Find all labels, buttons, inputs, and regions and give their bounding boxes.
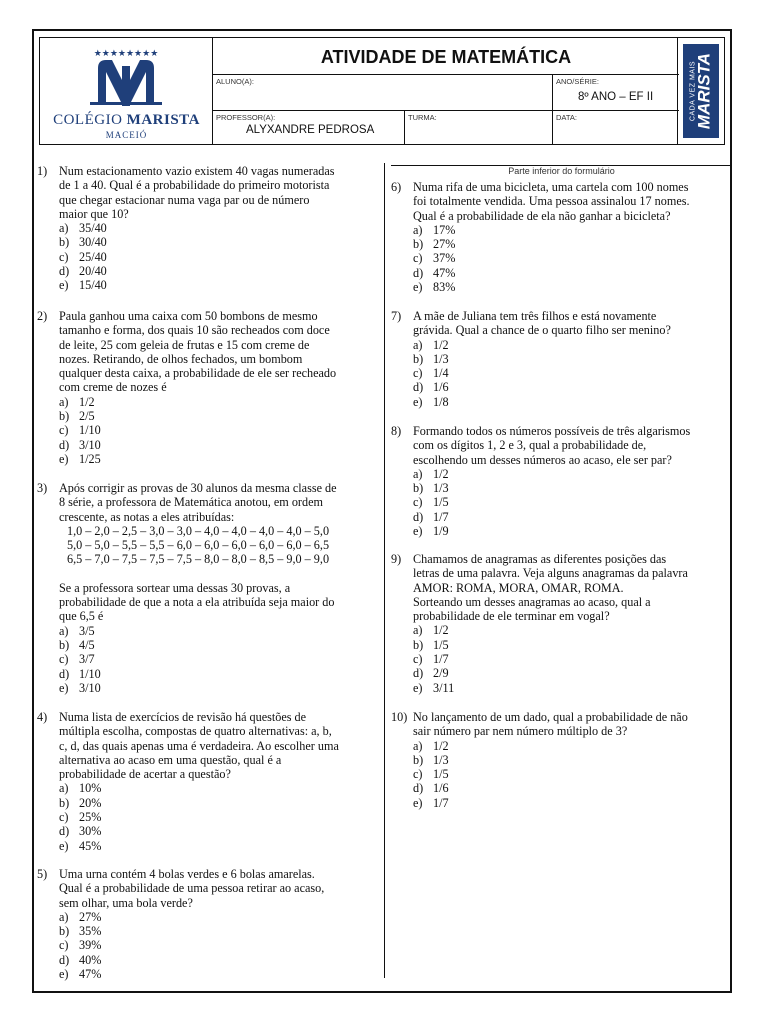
answer-option[interactable] xyxy=(391,338,731,352)
question-text xyxy=(59,867,375,910)
option-letter: e) xyxy=(413,394,423,409)
question-line: Chamamos de anagramas as diferentes posições das xyxy=(413,552,667,566)
form-note: Parte inferior do formulário xyxy=(508,166,615,176)
option-value: 25/40 xyxy=(79,249,107,264)
teacher-label: PROFESSOR(A): xyxy=(216,113,276,122)
question-line: Sorteando um desses anagramas ao acaso, qual a xyxy=(413,594,651,609)
question-text xyxy=(413,710,731,739)
answer-option[interactable] xyxy=(37,681,375,695)
answer-option[interactable] xyxy=(391,495,731,509)
option-letter: d) xyxy=(59,824,70,839)
option-value: 83% xyxy=(433,280,456,295)
option-letter: b) xyxy=(413,481,424,496)
answer-option[interactable] xyxy=(37,221,375,235)
question-line: de leite, 25 com geleia de frutas e 15 com creme de xyxy=(59,337,310,352)
answer-option[interactable] xyxy=(37,910,375,924)
class-field[interactable] xyxy=(405,111,553,144)
question-line: qualquer desta caixa, a probabilidade de ele ser recheado xyxy=(59,366,337,381)
option-value: 39% xyxy=(79,938,102,953)
question-line: Num estacionamento vazio existem 40 vagas numeradas xyxy=(59,164,335,178)
option-letter: d) xyxy=(59,666,70,681)
option-letter: b) xyxy=(59,637,70,652)
option-value: 3/5 xyxy=(79,623,95,638)
option-letter: c) xyxy=(413,366,423,381)
option-letter: b) xyxy=(413,637,424,652)
answer-option[interactable] xyxy=(391,623,731,637)
question-line: foi totalmente vendida. Uma pessoa assinalou 17 nomes. xyxy=(413,194,690,209)
question-header xyxy=(37,481,375,524)
option-letter: c) xyxy=(59,652,69,667)
option-letter: c) xyxy=(59,810,69,825)
option-value: 4/5 xyxy=(79,637,95,652)
option-value: 1/7 xyxy=(433,652,449,667)
grade-list-line: 6,5 – 7,0 – 7,5 – 7,5 – 7,5 – 8,0 – 8,0 – 8,5 – 9,0 – 9,0 xyxy=(67,552,330,567)
answer-option[interactable] xyxy=(391,467,731,481)
option-value: 3/10 xyxy=(79,437,101,452)
question-7 xyxy=(391,309,731,409)
answer-option[interactable] xyxy=(37,824,375,838)
option-value: 35% xyxy=(79,924,102,939)
question-8 xyxy=(391,424,731,538)
question-text xyxy=(413,552,731,623)
option-value: 17% xyxy=(433,222,456,237)
option-value: 1/8 xyxy=(433,394,449,409)
student-field[interactable] xyxy=(213,75,553,110)
answer-option[interactable] xyxy=(391,395,731,409)
answer-option[interactable] xyxy=(391,481,731,495)
question-line: AMOR: ROMA, MORA, OMAR, ROMA. xyxy=(413,580,624,595)
question-text xyxy=(59,710,375,781)
option-letter: a) xyxy=(413,738,423,753)
option-letter: a) xyxy=(59,623,69,638)
question-header xyxy=(37,867,375,910)
question-line: escolhendo um desses números ao acaso, ele ser par? xyxy=(413,452,672,467)
question-text xyxy=(413,309,731,338)
question-number: 10) xyxy=(391,710,408,724)
question-line: crescente, as notas a eles atribuídas: xyxy=(59,509,235,524)
option-value: 1/4 xyxy=(433,366,449,381)
option-value: 47% xyxy=(433,265,456,280)
option-value: 3/10 xyxy=(79,680,101,695)
option-letter: c) xyxy=(59,249,69,264)
option-value: 1/5 xyxy=(433,767,449,782)
student-label: ALUNO(A): xyxy=(216,77,254,86)
option-letter: c) xyxy=(413,767,423,782)
option-value: 30% xyxy=(79,824,102,839)
answer-option[interactable] xyxy=(391,266,731,280)
question-header xyxy=(37,164,375,221)
option-value: 2/5 xyxy=(79,409,95,424)
page-title: ATIVIDADE DE MATEMÁTICA xyxy=(213,38,679,75)
answer-option[interactable] xyxy=(391,796,731,810)
question-text xyxy=(59,309,375,395)
marista-badge xyxy=(677,38,724,144)
option-value: 1/2 xyxy=(433,337,449,352)
option-value: 1/2 xyxy=(433,623,449,638)
answer-option[interactable] xyxy=(391,524,731,538)
question-4 xyxy=(37,710,375,853)
question-line: alternativa ao acaso em uma questão, qual é a xyxy=(59,752,282,767)
question-line: Paula ganhou uma caixa com 50 bombons de mesmo xyxy=(59,309,318,323)
question-header xyxy=(391,424,731,467)
question-number: 2) xyxy=(37,309,48,323)
answer-option[interactable] xyxy=(391,781,731,795)
question-number: 8) xyxy=(391,424,402,438)
question-line: sair número par nem número múltiplo de 3? xyxy=(413,724,628,739)
question-line: Numa lista de exercícios de revisão há questões de xyxy=(59,710,307,724)
question-line: Numa rifa de uma bicicleta, uma cartela com 100 nomes xyxy=(413,180,689,194)
marist-crest-icon xyxy=(40,38,213,118)
question-line: No lançamento de um dado, qual a probabilidade de não xyxy=(413,710,688,724)
question-indent xyxy=(37,581,59,624)
option-value: 3/7 xyxy=(79,652,95,667)
answer-option[interactable] xyxy=(37,938,375,952)
question-line: probabilidade de que a nota a ela atribuída seja maior do xyxy=(59,595,335,610)
option-value: 45% xyxy=(79,838,102,853)
option-value: 1/3 xyxy=(433,752,449,767)
badge-brand: MARISTA xyxy=(694,52,714,130)
option-value: 1/7 xyxy=(433,509,449,524)
school-logo xyxy=(40,38,213,144)
answer-option[interactable] xyxy=(37,235,375,249)
answer-option[interactable] xyxy=(391,237,731,251)
column-divider xyxy=(384,163,385,978)
answer-option[interactable] xyxy=(391,739,731,753)
question-header xyxy=(391,309,731,338)
option-value: 1/7 xyxy=(433,795,449,810)
option-value: 20% xyxy=(79,795,102,810)
option-value: 25% xyxy=(79,810,102,825)
teacher-field xyxy=(213,111,405,144)
option-letter: e) xyxy=(59,680,69,695)
answer-option[interactable] xyxy=(391,652,731,666)
option-value: 30/40 xyxy=(79,235,107,250)
answer-option[interactable] xyxy=(37,624,375,638)
question-number: 3) xyxy=(37,481,48,495)
question-6 xyxy=(391,180,731,294)
question-line: Se a professora sortear uma dessas 30 provas, a xyxy=(59,580,291,595)
answer-option[interactable] xyxy=(391,767,731,781)
answer-option[interactable] xyxy=(37,278,375,292)
option-value: 1/9 xyxy=(433,524,449,539)
option-letter: e) xyxy=(59,451,69,466)
answer-option[interactable] xyxy=(391,223,731,237)
option-letter: e) xyxy=(413,280,423,295)
option-letter: d) xyxy=(59,952,70,967)
question-line: Qual é a probabilidade de ela não ganhar a bicicleta? xyxy=(413,208,671,223)
question-line: c, d, das quais apenas uma é verdadeira. Ao escolher uma xyxy=(59,738,339,753)
option-value: 1/3 xyxy=(433,351,449,366)
question-3 xyxy=(37,481,375,695)
option-letter: d) xyxy=(413,509,424,524)
option-letter: d) xyxy=(413,666,424,681)
option-letter: a) xyxy=(413,337,423,352)
answer-option[interactable] xyxy=(391,352,731,366)
header-table xyxy=(39,37,725,145)
date-field[interactable] xyxy=(553,111,679,144)
option-letter: b) xyxy=(59,235,70,250)
option-letter: e) xyxy=(59,838,69,853)
question-number: 4) xyxy=(37,710,48,724)
question-line: Qual é a probabilidade de uma pessoa retirar ao acaso, xyxy=(59,881,325,896)
option-letter: b) xyxy=(59,409,70,424)
option-value: 1/5 xyxy=(433,495,449,510)
answer-option[interactable] xyxy=(37,652,375,666)
option-value: 1/25 xyxy=(79,451,101,466)
answer-option[interactable] xyxy=(37,667,375,681)
option-letter: c) xyxy=(413,652,423,667)
question-10 xyxy=(391,710,731,810)
option-letter: a) xyxy=(59,909,69,924)
answer-option[interactable] xyxy=(391,280,731,294)
option-value: 27% xyxy=(79,909,102,924)
option-letter: d) xyxy=(413,380,424,395)
question-line: sem olhar, uma bola verde? xyxy=(59,895,193,910)
option-letter: b) xyxy=(413,237,424,252)
teacher-row xyxy=(213,111,679,144)
question-line: múltipla escolha, compostas de quatro alternativas: a, b, xyxy=(59,724,332,739)
option-value: 1/10 xyxy=(79,666,101,681)
option-value: 40% xyxy=(79,952,102,967)
option-letter: a) xyxy=(59,781,69,796)
question-number: 1) xyxy=(37,164,48,178)
question-2 xyxy=(37,309,375,466)
question-header xyxy=(391,710,731,739)
question-5 xyxy=(37,867,375,981)
option-letter: c) xyxy=(59,938,69,953)
answer-option[interactable] xyxy=(391,366,731,380)
question-line: Após corrigir as provas de 30 alunos da mesma classe de xyxy=(59,481,337,495)
question-line: com os dígitos 1, 2 e 3, qual a probabilidade de, xyxy=(413,438,647,453)
question-text xyxy=(413,424,731,467)
answer-option[interactable] xyxy=(391,251,731,265)
option-value: 1/3 xyxy=(433,481,449,496)
question-header xyxy=(391,552,731,623)
option-letter: d) xyxy=(59,264,70,279)
question-header-continued xyxy=(37,581,375,624)
option-letter: e) xyxy=(413,524,423,539)
question-line: letras de uma palavra. Veja alguns anagramas da palavra xyxy=(413,566,688,581)
option-value: 1/10 xyxy=(79,423,101,438)
answer-option[interactable] xyxy=(37,250,375,264)
option-letter: b) xyxy=(59,924,70,939)
question-line: probabilidade de acertar a questão? xyxy=(59,767,231,782)
option-letter: c) xyxy=(413,495,423,510)
option-value: 1/6 xyxy=(433,781,449,796)
option-value: 1/2 xyxy=(433,738,449,753)
option-letter: d) xyxy=(413,265,424,280)
question-number: 5) xyxy=(37,867,48,881)
question-line: probabilidade de ele terminar em vogal? xyxy=(413,609,610,624)
answer-option[interactable] xyxy=(37,967,375,981)
answer-option[interactable] xyxy=(37,409,375,423)
option-letter: b) xyxy=(413,351,424,366)
option-letter: e) xyxy=(413,680,423,695)
question-header xyxy=(37,309,375,395)
grade-field xyxy=(553,75,679,110)
question-number: 6) xyxy=(391,180,402,194)
answer-option[interactable] xyxy=(391,753,731,767)
answer-option[interactable] xyxy=(37,924,375,938)
option-letter: a) xyxy=(413,222,423,237)
question-line: A mãe de Juliana tem três filhos e está novamente xyxy=(413,309,657,323)
option-letter: c) xyxy=(59,423,69,438)
question-line: Formando todos os números possíveis de três algarismos xyxy=(413,424,691,438)
question-text xyxy=(413,180,731,223)
answer-option[interactable] xyxy=(37,452,375,466)
option-value: 47% xyxy=(79,967,102,982)
question-line: que chegar estacionar numa vaga par ou de número xyxy=(59,192,310,207)
answer-option[interactable] xyxy=(37,839,375,853)
option-letter: a) xyxy=(59,221,69,236)
option-letter: e) xyxy=(59,278,69,293)
question-line: de 1 a 40. Qual é a probabilidade do primeiro motorista xyxy=(59,178,330,193)
question-header xyxy=(391,180,731,223)
option-value: 37% xyxy=(433,251,456,266)
answer-option[interactable] xyxy=(37,438,375,452)
class-label: TURMA: xyxy=(408,113,437,122)
option-letter: a) xyxy=(413,623,423,638)
option-letter: a) xyxy=(59,394,69,409)
question-number: 7) xyxy=(391,309,402,323)
question-text xyxy=(59,581,375,624)
option-value: 1/2 xyxy=(433,466,449,481)
grade-value: 8º ANO – EF II xyxy=(578,91,654,103)
answer-option[interactable] xyxy=(37,264,375,278)
option-value: 27% xyxy=(433,237,456,252)
grade-label: ANO/SÉRIE: xyxy=(556,77,599,86)
question-line: tamanho e forma, dos quais 10 são recheados com doce xyxy=(59,323,330,338)
question-number: 9) xyxy=(391,552,402,566)
badge-slogan: CADA VEZ MAIS xyxy=(689,60,697,122)
answer-option[interactable] xyxy=(37,781,375,795)
question-line: 8 série, a professora de Matemática anotou, em ordem xyxy=(59,495,323,510)
student-row xyxy=(213,75,679,111)
answer-option[interactable] xyxy=(37,395,375,409)
answer-option[interactable] xyxy=(37,796,375,810)
answer-option[interactable] xyxy=(391,638,731,652)
grade-list-line: 1,0 – 2,0 – 2,5 – 3,0 – 3,0 – 4,0 – 4,0 – 4,0 – 4,0 – 5,0 xyxy=(67,523,330,538)
option-letter: a) xyxy=(413,466,423,481)
option-value: 1/2 xyxy=(79,394,95,409)
grade-list-line: 5,0 – 5,0 – 5,5 – 5,5 – 6,0 – 6,0 – 6,0 – 6,0 – 6,0 – 6,5 xyxy=(67,538,330,553)
date-label: DATA: xyxy=(556,113,577,122)
teacher-value: ALYXANDRE PEDROSA xyxy=(246,124,375,136)
school-city: MACEIÓ xyxy=(105,130,148,140)
option-letter: d) xyxy=(59,437,70,452)
svg-text:★★★★★★★★: ★★★★★★★★ xyxy=(93,49,159,59)
question-line: que 6,5 é xyxy=(59,609,104,624)
option-letter: b) xyxy=(413,752,424,767)
question-text xyxy=(59,164,375,221)
option-value: 35/40 xyxy=(79,221,107,236)
question-line: grávida. Qual a chance de o quarto filho ser menino? xyxy=(413,323,671,338)
question-line: maior que 10? xyxy=(59,206,129,221)
answer-option[interactable] xyxy=(37,638,375,652)
question-line: nozes. Retirando, de olhos fechados, um bombom xyxy=(59,351,303,366)
school-name: COLÉGIO MARISTA xyxy=(53,112,200,128)
option-letter: e) xyxy=(59,967,69,982)
option-letter: d) xyxy=(413,781,424,796)
option-letter: b) xyxy=(59,795,70,810)
question-1 xyxy=(37,164,375,293)
option-letter: e) xyxy=(413,795,423,810)
option-value: 20/40 xyxy=(79,264,107,279)
option-value: 10% xyxy=(79,781,102,796)
answer-option[interactable] xyxy=(391,380,731,394)
option-value: 1/6 xyxy=(433,380,449,395)
answer-option[interactable] xyxy=(391,666,731,680)
option-value: 2/9 xyxy=(433,666,449,681)
answer-option[interactable] xyxy=(391,681,731,695)
option-letter: c) xyxy=(413,251,423,266)
option-value: 1/5 xyxy=(433,637,449,652)
question-text xyxy=(59,481,375,524)
answer-option[interactable] xyxy=(391,510,731,524)
option-value: 15/40 xyxy=(79,278,107,293)
question-line: Uma urna contém 4 bolas verdes e 6 bolas amarelas. xyxy=(59,867,315,881)
question-header xyxy=(37,710,375,781)
answer-option[interactable] xyxy=(37,810,375,824)
spacer xyxy=(37,567,375,581)
question-line: com creme de nozes é xyxy=(59,380,167,395)
answer-option[interactable] xyxy=(37,953,375,967)
question-9 xyxy=(391,552,731,695)
option-value: 3/11 xyxy=(433,680,455,695)
answer-option[interactable] xyxy=(37,423,375,437)
